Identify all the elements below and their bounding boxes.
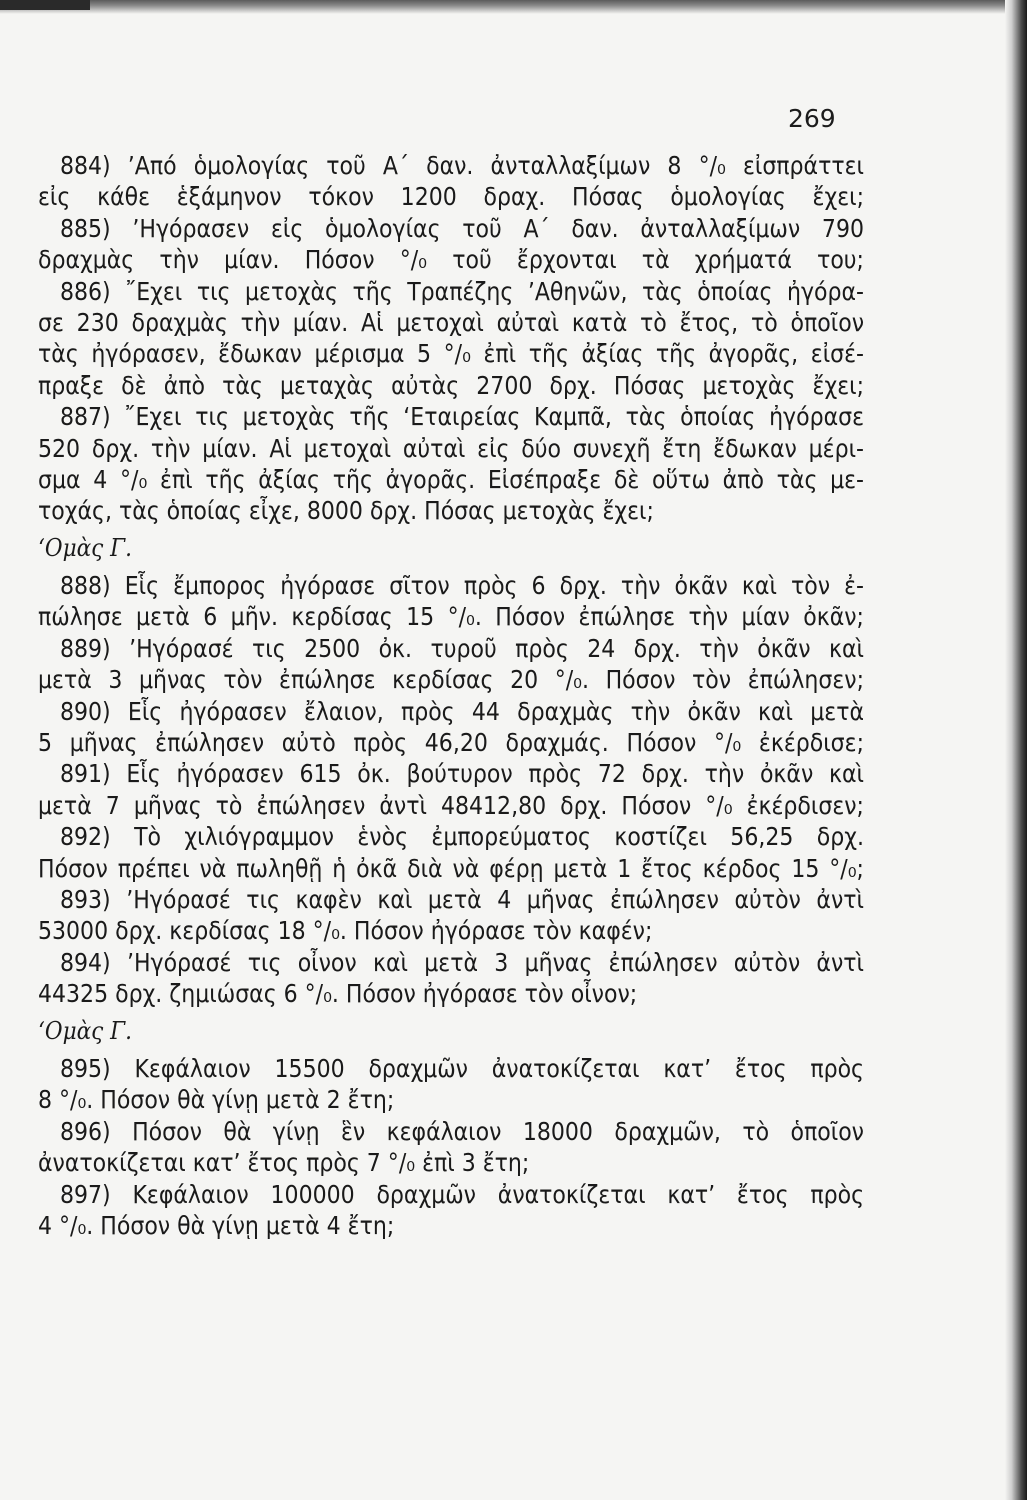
- problem-891-line-1: 891) Εἷς ἠγόρασεν 615 ὀκ. βούτυρον πρὸς 72 δρχ. τὴν ὀκᾶν καὶ: [60, 759, 864, 789]
- problem-890-line-2: 5 μῆνας ἐπώλησεν αὐτὸ πρὸς 46,20 δραχμάς. Πόσον °/₀ ἐκέρδισε;: [38, 728, 864, 758]
- problem-894-line-2: 44325 δρχ. ζημιώσας 6 °/₀. Πόσον ἠγόρασε τὸν οἶνον;: [38, 979, 638, 1009]
- problem-886-line-3: τὰς ἠγόρασεν, ἔδωκαν μέρισμα 5 °/₀ ἐπὶ τῆς ἀξίας τῆς ἀγορᾶς, εἰσέ-: [38, 339, 864, 369]
- problem-886-line-4: πραξε δὲ ἀπὸ τὰς μεταχὰς αὐτὰς 2700 δρχ. Πόσας μετοχὰς ἔχει;: [38, 370, 864, 400]
- problem-897-line-2: 4 °/₀. Πόσον θὰ γίνῃ μετὰ 4 ἔτη;: [38, 1210, 395, 1240]
- problem-894-line-1: 894) ’Ηγόρασέ τις οἶνον καὶ μετὰ 3 μῆνας ἐπώλησεν αὐτὸν ἀντὶ: [60, 947, 864, 977]
- page-body: [38, 150, 864, 1241]
- problem-893-line-1: 893) ’Ηγόρασέ τις καφὲν καὶ μετὰ 4 μῆνας ἐπώλησεν αὐτὸν ἀντὶ: [60, 884, 864, 914]
- problem-889-line-2: μετὰ 3 μῆνας τὸν ἐπώλησε κερδίσας 20 °/₀. Πόσον τὸν ἐπώλησεν;: [38, 665, 864, 695]
- scan-right-edge: [1005, 0, 1027, 1500]
- problem-884-line-1: 884) ’Από ὁμολογίας τοῦ Α΄ δαν. ἀνταλλαξίμων 8 °/₀ εἰσπράττει: [60, 151, 864, 180]
- problem-885-line-2: δραχμὰς τὴν μίαν. Πόσον °/₀ τοῦ ἔρχονται τὰ χρήματά του;: [38, 245, 864, 275]
- problem-897-line-1: 897) Κεφάλαιον 100000 δραχμῶν ἀνατοκίζεται κατ’ ἔτος πρὸς: [60, 1179, 864, 1209]
- problem-887-line-3: σμα 4 °/₀ ἐπὶ τῆς ἀξίας τῆς ἀγορᾶς. Εἰσέπραξε δὲ οὕτω ἀπὸ τὰς με-: [38, 464, 864, 494]
- problem-893-line-2: 53000 δρχ. κερδίσας 18 °/₀. Πόσον ἠγόρασε τὸν καφέν;: [38, 916, 653, 946]
- problem-892-line-1: 892) Τὸ χιλιόγραμμον ἑνὸς ἐμπορεύματος κοστίζει 56,25 δρχ.: [60, 822, 864, 852]
- problem-889-line-1: 889) ’Ηγόρασέ τις 2500 ὀκ. τυροῦ πρὸς 24 δρχ. τὴν ὀκᾶν καὶ: [60, 633, 864, 663]
- problem-887-line-4: τοχάς, τὰς ὁποίας εἶχε, 8000 δρχ. Πόσας μετοχὰς ἔχει;: [38, 496, 654, 526]
- problem-890-line-1: 890) Εἷς ἠγόρασεν ἔλαιον, πρὸς 44 δραχμὰς τὴν ὀκᾶν καὶ μετὰ: [60, 696, 864, 726]
- page-number: 269: [788, 104, 836, 133]
- problem-891-line-2: μετὰ 7 μῆνας τὸ ἐπώλησεν ἀντὶ 48412,80 δρχ. Πόσον °/₀ ἐκέρδισεν;: [38, 790, 864, 820]
- problem-886-line-1: 886) ῎Εχει τις μετοχὰς τῆς Τραπέζης ’Αθηνῶν, τὰς ὁποίας ἠγόρα-: [60, 276, 864, 306]
- problem-888-line-2: πώλησε μετὰ 6 μῆν. κερδίσας 15 °/₀. Πόσον ἐπώλησε τὴν μίαν ὀκᾶν;: [38, 602, 864, 632]
- problem-887-line-1: 887) ῎Εχει τις μετοχὰς τῆς ‘Εταιρείας Καμπᾶ, τὰς ὁποίας ἠγόρασε: [60, 402, 864, 432]
- problem-895-line-1: 895) Κεφάλαιον 15500 δραχμῶν ἀνατοκίζεται κατ’ ἔτος πρὸς: [60, 1053, 864, 1083]
- problem-896-line-2: ἀνατοκίζεται κατ’ ἔτος πρὸς 7 °/₀ ἐπὶ 3 ἔτη;: [38, 1148, 530, 1178]
- problem-896-line-1: 896) Πόσον θὰ γίνῃ ἓν κεφάλαιον 18000 δραχμῶν, τὸ ὁποῖον: [60, 1116, 864, 1146]
- problem-892-line-2: Πόσον πρέπει νὰ πωληθῇ ἡ ὀκᾶ διὰ νὰ φέρῃ μετὰ 1 ἔτος κέρδος 15 °/₀;: [38, 853, 864, 883]
- section-heading-2: ‘Ομὰς Γ.: [38, 1016, 132, 1045]
- problem-895-line-2: 8 °/₀. Πόσον θὰ γίνῃ μετὰ 2 ἔτη;: [38, 1085, 395, 1115]
- problem-886-line-2: σε 230 δραχμὰς τὴν μίαν. Αἱ μετοχαὶ αὐταὶ κατὰ τὸ ἔτος, τὸ ὁποῖον: [38, 307, 864, 337]
- scan-top-edge: [0, 0, 1027, 14]
- problem-887-line-2: 520 δρχ. τὴν μίαν. Αἱ μετοχαὶ αὐταὶ εἰς δύο συνεχῆ ἔτη ἔδωκαν μέρι-: [38, 433, 864, 463]
- problem-885-line-1: 885) ’Ηγόρασεν εἰς ὁμολογίας τοῦ Α΄ δαν. ἀνταλλαξίμων 790: [60, 213, 864, 243]
- scan-top-corner: [0, 0, 90, 10]
- section-heading: ‘Ομὰς Γ.: [38, 533, 132, 562]
- problem-888-line-1: 888) Εἷς ἔμπορος ἠγόρασε σῖτον πρὸς 6 δρχ. τὴν ὀκᾶν καὶ τὸν ἐ-: [60, 571, 864, 601]
- problem-884-line-2: εἰς κάθε ἑξάμηνον τόκον 1200 δραχ. Πόσας ὁμολογίας ἔχει;: [38, 182, 864, 212]
